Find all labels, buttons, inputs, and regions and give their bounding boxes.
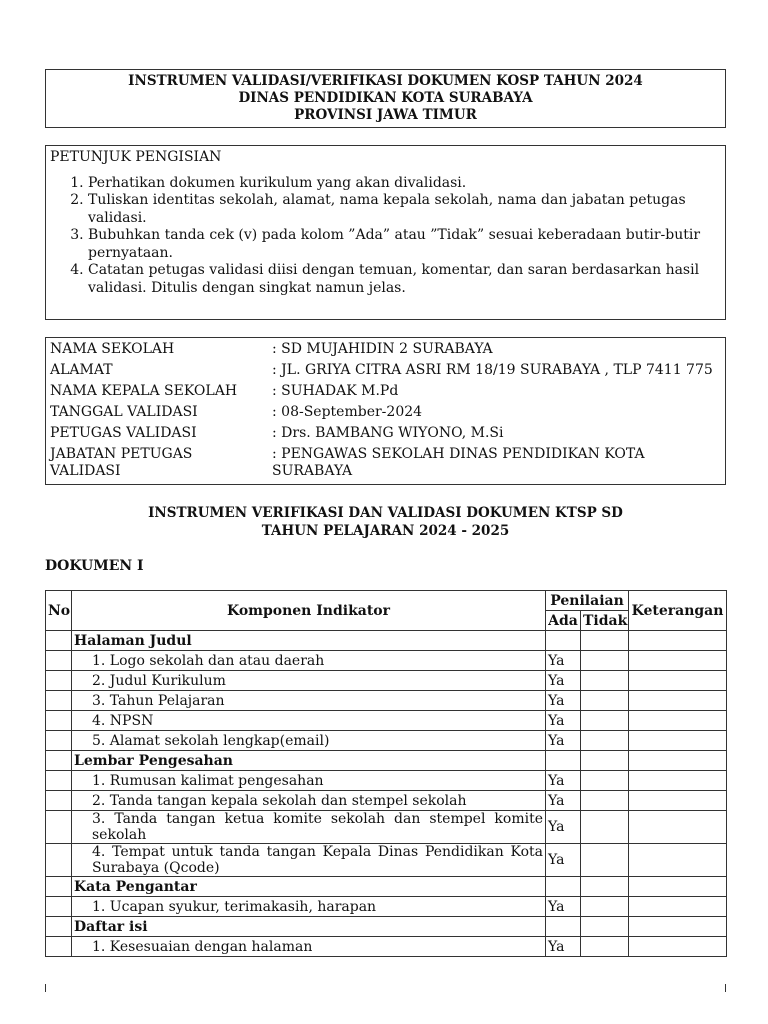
table-row xyxy=(46,937,727,957)
subtitle-line-2: TAHUN PELAJARAN 2024 - 2025 xyxy=(261,523,510,539)
header-ada: Ada xyxy=(546,611,581,631)
instruction-item: 2. Tuliskan identitas sekolah, alamat, nama kepala sekolah, nama dan jabatan petugas validasi. xyxy=(88,192,721,227)
instrument-subtitle xyxy=(45,504,726,540)
cell-ada xyxy=(546,877,581,897)
school-identity-box xyxy=(45,337,726,485)
identity-label: TANGGAL VALIDASI xyxy=(50,404,198,420)
cell-notes xyxy=(629,877,727,897)
cell-no xyxy=(46,691,72,711)
table-row xyxy=(46,791,727,811)
cell-ada: Ya xyxy=(546,771,581,791)
cell-no xyxy=(46,631,72,651)
title-line-3: PROVINSI JAWA TIMUR xyxy=(294,107,477,123)
table-continuation-edge xyxy=(45,984,726,992)
cell-notes xyxy=(629,651,727,671)
cell-ada xyxy=(546,917,581,937)
section-title: Lembar Pengesahan xyxy=(72,751,546,771)
cell-tidak xyxy=(581,771,629,791)
identity-value: : 08-September-2024 xyxy=(272,404,423,420)
indicator-text: 3. Tanda tangan ketua komite sekolah dan stempel komite sekolah xyxy=(72,811,546,844)
cell-no xyxy=(46,751,72,771)
table-row xyxy=(46,811,727,844)
cell-ada: Ya xyxy=(546,691,581,711)
cell-tidak xyxy=(581,631,629,651)
cell-notes xyxy=(629,811,727,844)
cell-notes xyxy=(629,671,727,691)
identity-value: : Drs. BAMBANG WIYONO, M.Si xyxy=(272,425,504,441)
header-component: Komponen Indikator xyxy=(72,591,546,631)
indicator-text: 5. Alamat sekolah lengkap(email) xyxy=(72,731,546,751)
instructions-box xyxy=(45,145,726,320)
section-row xyxy=(46,751,727,771)
table-row xyxy=(46,731,727,751)
identity-value: : SUHADAK M.Pd xyxy=(272,383,399,399)
identity-value: : PENGAWAS SEKOLAH DINAS PENDIDIKAN KOTA SURABAYA xyxy=(272,446,645,479)
identity-label: NAMA SEKOLAH xyxy=(50,341,175,357)
identity-value: : SD MUJAHIDIN 2 SURABAYA xyxy=(272,341,493,357)
section-row xyxy=(46,877,727,897)
cell-ada: Ya xyxy=(546,791,581,811)
cell-notes xyxy=(629,791,727,811)
indicator-text: 2. Tanda tangan kepala sekolah dan stempel sekolah xyxy=(72,791,546,811)
cell-tidak xyxy=(581,651,629,671)
section-title: Daftar isi xyxy=(72,917,546,937)
cell-tidak xyxy=(581,917,629,937)
title-line-1: INSTRUMEN VALIDASI/VERIFIKASI DOKUMEN KOSP TAHUN 2024 xyxy=(128,73,643,89)
cell-notes xyxy=(629,771,727,791)
table-row xyxy=(46,897,727,917)
cell-ada: Ya xyxy=(546,711,581,731)
identity-label: NAMA KEPALA SEKOLAH xyxy=(50,383,238,399)
cell-notes xyxy=(629,844,727,877)
cell-no xyxy=(46,897,72,917)
cell-notes xyxy=(629,751,727,771)
indicator-text: 4. Tempat untuk tanda tangan Kepala Dinas Pendidikan Kota Surabaya (Qcode) xyxy=(72,844,546,877)
cell-tidak xyxy=(581,691,629,711)
cell-tidak xyxy=(581,877,629,897)
cell-notes xyxy=(629,917,727,937)
cell-no xyxy=(46,771,72,791)
cell-tidak xyxy=(581,731,629,751)
cell-ada: Ya xyxy=(546,897,581,917)
cell-notes xyxy=(629,937,727,957)
indicator-text: 1. Logo sekolah dan atau daerah xyxy=(72,651,546,671)
instructions-heading: PETUNJUK PENGISIAN xyxy=(50,149,222,165)
cell-tidak xyxy=(581,897,629,917)
cell-tidak xyxy=(581,751,629,771)
instruction-item: 1. Perhatikan dokumen kurikulum yang akan divalidasi. xyxy=(88,175,721,193)
identity-label: JABATAN PETUGAS VALIDASI xyxy=(50,446,193,479)
cell-ada: Ya xyxy=(546,811,581,844)
header-notes: Keterangan xyxy=(629,591,727,631)
table-row xyxy=(46,771,727,791)
instruction-item: 3. Bubuhkan tanda cek (v) pada kolom ”Ada” atau ”Tidak” sesuai keberadaan butir-butir pernyataan. xyxy=(88,227,721,262)
cell-ada: Ya xyxy=(546,844,581,877)
cell-no xyxy=(46,811,72,844)
table-row xyxy=(46,671,727,691)
table-row xyxy=(46,691,727,711)
cell-tidak xyxy=(581,791,629,811)
cell-tidak xyxy=(581,811,629,844)
cell-ada: Ya xyxy=(546,731,581,751)
indicator-table xyxy=(45,590,727,957)
cell-tidak xyxy=(581,844,629,877)
cell-notes xyxy=(629,691,727,711)
subtitle-line-1: INSTRUMEN VERIFIKASI DAN VALIDASI DOKUMEN KTSP SD xyxy=(148,505,623,521)
cell-notes xyxy=(629,897,727,917)
title-line-2: DINAS PENDIDIKAN KOTA SURABAYA xyxy=(238,90,533,106)
cell-tidak xyxy=(581,711,629,731)
indicator-text: 2. Judul Kurikulum xyxy=(72,671,546,691)
cell-ada xyxy=(546,631,581,651)
table-row xyxy=(46,711,727,731)
cell-no xyxy=(46,791,72,811)
cell-notes xyxy=(629,711,727,731)
header-tidak: Tidak xyxy=(581,611,629,631)
cell-no xyxy=(46,937,72,957)
section-title: Halaman Judul xyxy=(72,631,546,651)
cell-no xyxy=(46,917,72,937)
cell-tidak xyxy=(581,937,629,957)
section-row xyxy=(46,631,727,651)
table-header-row xyxy=(46,591,727,611)
indicator-text: 1. Ucapan syukur, terimakasih, harapan xyxy=(72,897,546,917)
header-assessment: Penilaian xyxy=(546,591,629,611)
cell-no xyxy=(46,877,72,897)
cell-tidak xyxy=(581,671,629,691)
cell-notes xyxy=(629,631,727,651)
indicator-text: 4. NPSN xyxy=(72,711,546,731)
cell-no xyxy=(46,651,72,671)
identity-value: : JL. GRIYA CITRA ASRI RM 18/19 SURABAYA , TLP 7411 775 xyxy=(272,362,713,378)
cell-notes xyxy=(629,731,727,751)
cell-no xyxy=(46,711,72,731)
indicator-text: 3. Tahun Pelajaran xyxy=(72,691,546,711)
cell-ada: Ya xyxy=(546,671,581,691)
table-row xyxy=(46,844,727,877)
document-title-box xyxy=(45,69,726,128)
header-no: No xyxy=(46,591,72,631)
cell-no xyxy=(46,731,72,751)
cell-ada: Ya xyxy=(546,651,581,671)
instruction-item: 4. Catatan petugas validasi diisi dengan temuan, komentar, dan saran berdasarkan hasil validasi. Ditulis dengan singkat namun jelas. xyxy=(88,262,721,297)
identity-label: PETUGAS VALIDASI xyxy=(50,425,197,441)
indicator-text: 1. Rumusan kalimat pengesahan xyxy=(72,771,546,791)
section-title: Kata Pengantar xyxy=(72,877,546,897)
section-row xyxy=(46,917,727,937)
table-row xyxy=(46,651,727,671)
cell-no xyxy=(46,844,72,877)
instructions-list xyxy=(50,175,721,298)
cell-ada: Ya xyxy=(546,937,581,957)
cell-no xyxy=(46,671,72,691)
identity-label: ALAMAT xyxy=(50,362,113,378)
cell-ada xyxy=(546,751,581,771)
document-label: DOKUMEN I xyxy=(45,558,144,574)
indicator-text: 1. Kesesuaian dengan halaman xyxy=(72,937,546,957)
